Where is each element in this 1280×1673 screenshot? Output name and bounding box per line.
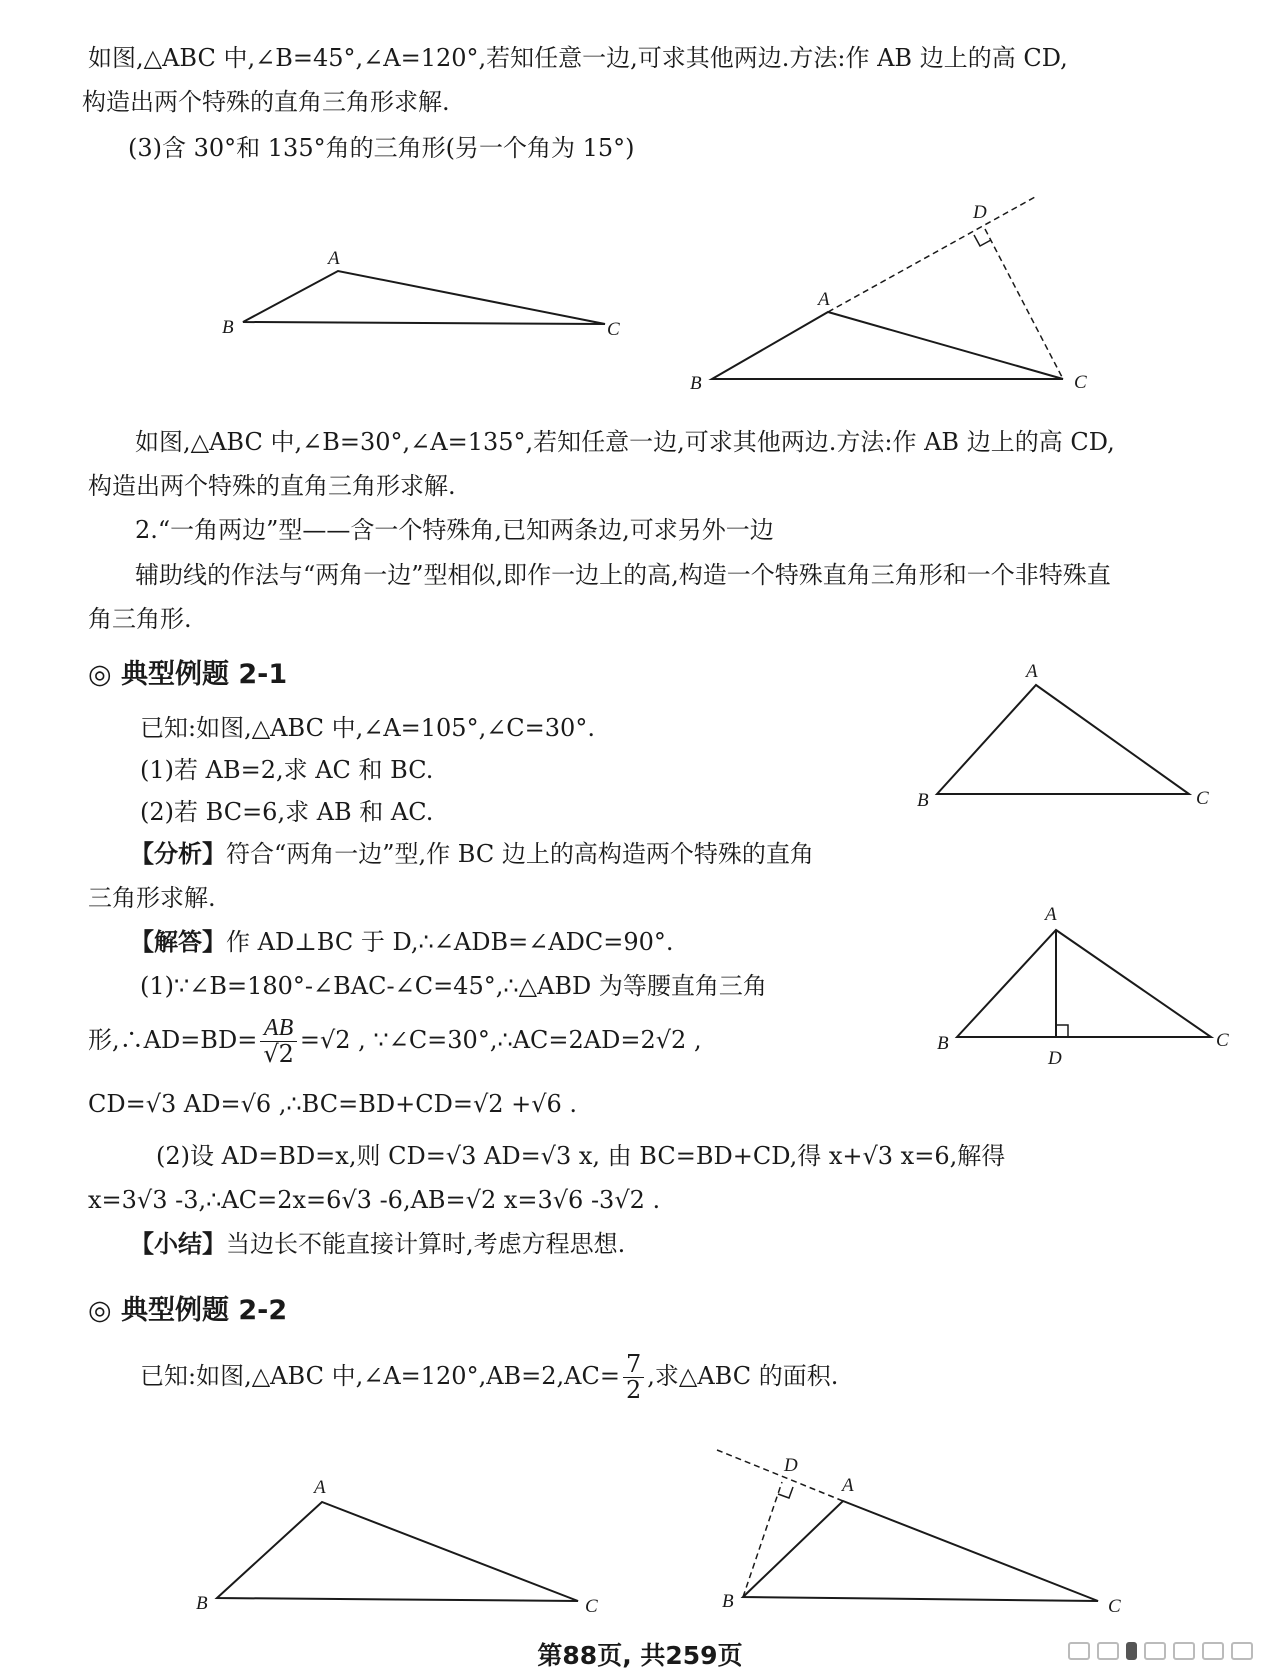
label-b: B xyxy=(690,373,702,394)
label-d: D xyxy=(973,202,987,223)
ex1-given: 已知:如图,△ABC 中,∠A=105°,∠C=30°. xyxy=(140,714,595,742)
extension-line-ca xyxy=(717,1450,843,1501)
para1-line2: 构造出两个特殊的直角三角形求解. xyxy=(82,88,450,116)
label-d: D xyxy=(1048,1048,1062,1069)
label-c: C xyxy=(607,319,620,340)
ex1-analysis-line2: 三角形求解. xyxy=(88,884,216,912)
summary-tag: 【小结】 xyxy=(130,1230,226,1258)
altitude-bd xyxy=(743,1482,782,1597)
label-a: A xyxy=(1045,904,1057,925)
analysis-text: 符合“两角一边”型,作 BC 边上的高构造两个特殊的直角 xyxy=(226,840,814,868)
triangle-abc-ex2-altitude xyxy=(743,1501,1098,1601)
ex1-solution2-line2: x=3√3 -3,∴AC=2x=6√3 -6,AB=√2 x=3√6 -3√2 . xyxy=(88,1186,661,1214)
label-a: A xyxy=(314,1477,326,1498)
label-b: B xyxy=(937,1033,949,1054)
para2-line1: 如图,△ABC 中,∠B=30°,∠A=135°,若知任意一边,可求其他两边.方法:作 AB 边上的高 CD, xyxy=(135,428,1115,456)
summary-text: 当边长不能直接计算时,考虑方程思想. xyxy=(226,1230,626,1258)
label-a: A xyxy=(842,1475,854,1496)
ex2-given-text-b: ,求△ABC 的面积. xyxy=(647,1362,839,1390)
fraction-denominator: √2 xyxy=(263,1040,294,1068)
ex1-solution1-line3: CD=√3 AD=√6 ,∴BC=BD+CD=√2 +√6 . xyxy=(88,1090,578,1118)
label-a: A xyxy=(1026,661,1038,682)
label-c: C xyxy=(585,1596,598,1617)
ex1-solution1-line1: (1)∵∠B=180°-∠BAC-∠C=45°,∴△ABD 为等腰直角三角 xyxy=(140,972,767,1000)
ex1-question-2: (2)若 BC=6,求 AB 和 AC. xyxy=(140,798,434,826)
analysis-tag: 【分析】 xyxy=(130,840,226,868)
type2-line1: 辅助线的作法与“两角一边”型相似,即作一边上的高,构造一个特殊直角三角形和一个非特殊直 xyxy=(135,561,1111,589)
sol1-text-a: 形,∴AD=BD= xyxy=(88,1026,258,1054)
fraction-numerator: AB xyxy=(260,1016,297,1042)
ex1-solution2-line1: (2)设 AD=BD=x,则 CD=√3 AD=√3 x, 由 BC=BD+CD,得 x+√3 x=6,解得 xyxy=(156,1142,1006,1170)
ex2-given-text-a: 已知:如图,△ABC 中,∠A=120°,AB=2,AC= xyxy=(140,1362,620,1390)
ex1-question-1: (1)若 AB=2,求 AC 和 BC. xyxy=(140,756,434,784)
page-scroll-indicator[interactable] xyxy=(1068,1642,1253,1660)
page-number-footer: 第88页, 共259页 xyxy=(537,1641,743,1670)
label-d: D xyxy=(784,1455,798,1476)
case3-heading: (3)含 30°和 135°角的三角形(另一个角为 15°) xyxy=(128,134,635,162)
answer-text: 作 AD⊥BC 于 D,∴∠ADB=∠ADC=90°. xyxy=(226,928,674,956)
sol1-text-b: =√2 , ∵∠C=30°,∴AC=2AD=2√2 , xyxy=(299,1026,702,1054)
label-c: C xyxy=(1196,788,1209,809)
label-c: C xyxy=(1108,1596,1121,1617)
para2-line2: 构造出两个特殊的直角三角形求解. xyxy=(88,472,456,500)
label-b: B xyxy=(222,317,234,338)
type2-line2: 角三角形. xyxy=(88,605,192,633)
type2-title: 2.“一角两边”型——含一个特殊角,已知两条边,可求另外一边 xyxy=(135,516,774,544)
example-2-1-title: ◎ 典型例题 2-1 xyxy=(88,659,288,690)
label-b: B xyxy=(196,1593,208,1614)
label-c: C xyxy=(1216,1030,1229,1051)
example-2-2-title: ◎ 典型例题 2-2 xyxy=(88,1295,288,1326)
fraction-numerator: 7 xyxy=(623,1352,644,1378)
para1-line1: 如图,△ABC 中,∠B=45°,∠A=120°,若知任意一边,可求其他两边.方法:作 AB 边上的高 CD, xyxy=(88,44,1068,72)
fraction-denominator: 2 xyxy=(625,1376,642,1404)
label-b: B xyxy=(722,1591,734,1612)
label-c: C xyxy=(1074,372,1087,393)
label-b: B xyxy=(917,790,929,811)
label-a: A xyxy=(328,248,340,269)
answer-tag: 【解答】 xyxy=(130,928,226,956)
label-a: A xyxy=(818,289,830,310)
